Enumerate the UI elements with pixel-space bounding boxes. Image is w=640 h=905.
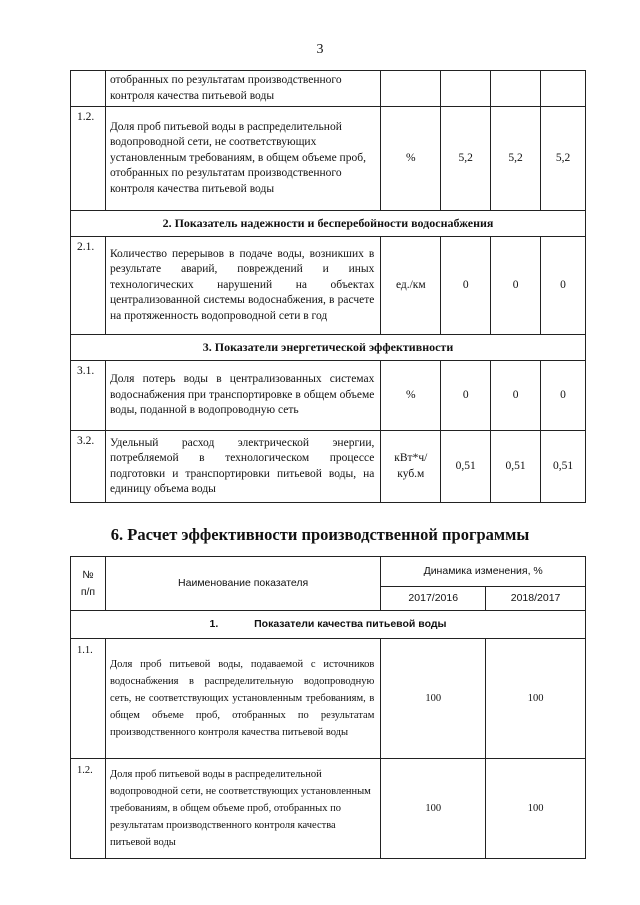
row-number: 3.1. bbox=[71, 361, 106, 431]
value-cell: 100 bbox=[486, 639, 586, 759]
value-cell: 0 bbox=[541, 361, 586, 431]
table-row bbox=[71, 759, 586, 859]
row-number: 2.1. bbox=[71, 237, 106, 335]
col-dynamics-header: Динамика изменения, % bbox=[381, 557, 586, 587]
col-year1-header: 2017/2016 bbox=[381, 587, 486, 611]
row-text: Доля проб питьевой воды в распределительной водопроводной сети, не соответствующих установленным требованиям, в общем объеме проб, отобранных по результатам производственного контроля качества питьевой воды bbox=[105, 107, 380, 211]
value-cell: 0,51 bbox=[441, 431, 491, 503]
row-text: Удельный расход электрической энергии, потребляемой в технологическом процессе подготовки и транспортировки питьевой воды, на единицу объема воды bbox=[105, 431, 380, 503]
row-text: Количество перерывов в подаче воды, возникших в результате аварий, повреждений и иных технологических нарушений на объектах централизованной системы водоснабжения, в расчете на протяженность водопроводной сети в год bbox=[105, 237, 380, 335]
section-heading: 3. Показатели энергетической эффективности bbox=[71, 335, 586, 361]
row-text: Доля проб питьевой воды, подаваемой с источников водоснабжения в распределительную водопроводную сеть, не соответствующих установленным требованиям, в общем объеме проб, отобранных по результатам производственного контроля качества питьевой воды bbox=[105, 639, 380, 759]
table-row bbox=[71, 107, 586, 211]
row-number: 1.1. bbox=[71, 639, 106, 759]
table-row bbox=[71, 431, 586, 503]
table-row bbox=[71, 361, 586, 431]
value-cell: 5,2 bbox=[541, 107, 586, 211]
unit-cell: % bbox=[381, 361, 441, 431]
section-heading: 2. Показатель надежности и бесперебойности водоснабжения bbox=[71, 211, 586, 237]
col-number-header: № п/п bbox=[71, 557, 106, 611]
row-number: 3.2. bbox=[71, 431, 106, 503]
section-row bbox=[71, 611, 586, 639]
unit-cell: кВт*ч/ куб.м bbox=[381, 431, 441, 503]
section-label: Показатели качества питьевой воды bbox=[254, 618, 447, 630]
row-text: Доля проб питьевой воды в распределительной водопроводной сети, не соответствующих установленным требованиям, в общем объеме проб, отобранных по результатам производственного контроля качества питьевой воды bbox=[105, 759, 380, 859]
value-cell: 100 bbox=[486, 759, 586, 859]
section-number: 1. bbox=[209, 618, 219, 630]
row-number bbox=[71, 71, 106, 107]
row-number: 1.2. bbox=[71, 107, 106, 211]
section-heading bbox=[71, 611, 586, 639]
unit-cell: ед./км bbox=[381, 237, 441, 335]
value-cell: 0,51 bbox=[541, 431, 586, 503]
page-number: 3 bbox=[316, 42, 324, 57]
efficiency-table bbox=[70, 556, 586, 859]
table-row bbox=[71, 639, 586, 759]
value-cell: 5,2 bbox=[441, 107, 491, 211]
section-row bbox=[71, 335, 586, 361]
col-year2-header: 2018/2017 bbox=[486, 587, 586, 611]
section-row bbox=[71, 211, 586, 237]
value-cell: 5,2 bbox=[491, 107, 541, 211]
value-cell: 0,51 bbox=[491, 431, 541, 503]
value-cell: 0 bbox=[541, 237, 586, 335]
header-row bbox=[71, 557, 586, 587]
value-cell: 100 bbox=[381, 639, 486, 759]
table-row bbox=[71, 237, 586, 335]
unit-cell: % bbox=[381, 107, 441, 211]
row-text: Доля потерь воды в централизованных системах водоснабжения при транспортировке в общем объеме воды, поданной в водопроводную сеть bbox=[105, 361, 380, 431]
value-cell: 0 bbox=[441, 361, 491, 431]
row-number: 1.2. bbox=[71, 759, 106, 859]
value-cell: 0 bbox=[441, 237, 491, 335]
section-title: 6. Расчет эффективности производственной программы bbox=[110, 525, 530, 544]
row-text: отобранных по результатам производственного контроля качества питьевой воды bbox=[105, 71, 380, 107]
indicators-table bbox=[70, 70, 586, 503]
col-name-header: Наименование показателя bbox=[105, 557, 380, 611]
value-cell: 0 bbox=[491, 237, 541, 335]
value-cell: 0 bbox=[491, 361, 541, 431]
value-cell: 100 bbox=[381, 759, 486, 859]
table-row bbox=[71, 71, 586, 107]
